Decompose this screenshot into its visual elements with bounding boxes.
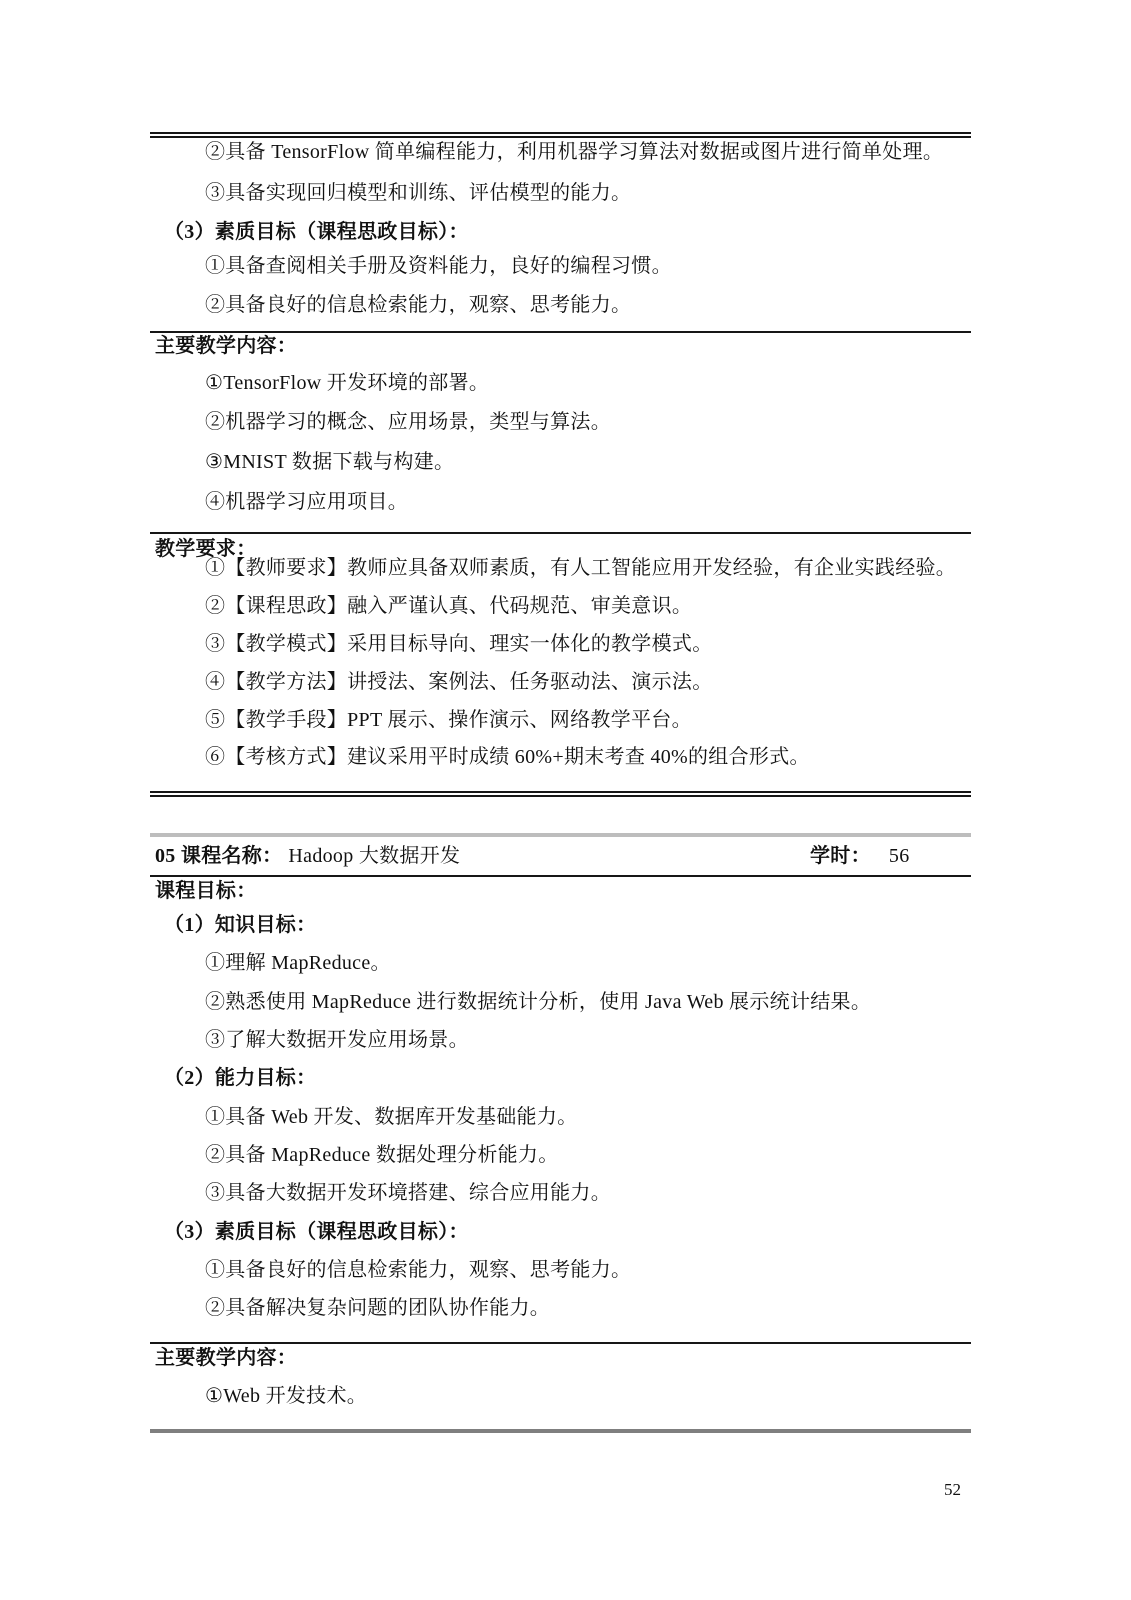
list-item: ④机器学习应用项目。 xyxy=(205,491,408,513)
list-item: ④【教学方法】讲授法、案例法、任务驱动法、演示法。 xyxy=(205,671,713,693)
double-divider-section-end xyxy=(150,791,971,797)
list-item: ①【教师要求】教师应具备双师素质，有人工智能应用开发经验，有企业实践经验。 xyxy=(205,557,957,579)
course-name: Hadoop 大数据开发 xyxy=(288,845,461,867)
course-number-label: 05 课程名称： xyxy=(155,845,283,867)
list-item: ②熟悉使用 MapReduce 进行数据统计分析，使用 Java Web 展示统计结果。 xyxy=(205,991,872,1013)
list-item: ①TensorFlow 开发环境的部署。 xyxy=(205,372,490,394)
list-item: ③【教学模式】采用目标导向、理实一体化的教学模式。 xyxy=(205,633,713,655)
list-item: ③具备实现回归模型和训练、评估模型的能力。 xyxy=(205,182,632,204)
list-item: ①理解 MapReduce。 xyxy=(205,952,391,974)
course-header-top-border xyxy=(150,833,971,837)
list-item: ①具备良好的信息检索能力，观察、思考能力。 xyxy=(205,1259,632,1281)
list-item: ②具备 MapReduce 数据处理分析能力。 xyxy=(205,1144,559,1166)
section-header-quality-goal: （3）素质目标（课程思政目标）： xyxy=(164,1221,469,1243)
hours-value: 56 xyxy=(888,845,910,867)
list-item: ②具备解决复杂问题的团队协作能力。 xyxy=(205,1297,551,1319)
divider xyxy=(150,1342,971,1344)
course-hours xyxy=(810,844,910,868)
section-header-ability-goal: （2）能力目标： xyxy=(164,1067,317,1089)
course-header-row xyxy=(150,844,976,868)
list-item: ⑥【考核方式】建议采用平时成绩 60%+期末考查 40%的组合形式。 xyxy=(205,746,810,768)
divider xyxy=(150,331,971,333)
section-header-teaching-requirements: 教学要求： xyxy=(155,538,257,560)
section-header-quality-goal: （3）素质目标（课程思政目标）： xyxy=(164,221,469,243)
list-item: ①具备 Web 开发、数据库开发基础能力。 xyxy=(205,1106,578,1128)
list-item: ②具备良好的信息检索能力，观察、思考能力。 xyxy=(205,294,632,316)
section-header-knowledge-goal: （1）知识目标： xyxy=(164,914,317,936)
list-item: ⑤【教学手段】PPT 展示、操作演示、网络教学平台。 xyxy=(205,709,692,731)
page-number: 52 xyxy=(944,1480,961,1499)
list-item: ①Web 开发技术。 xyxy=(205,1385,368,1407)
list-item: ②【课程思政】融入严谨认真、代码规范、审美意识。 xyxy=(205,595,693,617)
double-divider-top xyxy=(150,132,971,138)
list-item: ②机器学习的概念、应用场景，类型与算法。 xyxy=(205,411,611,433)
list-item: ③了解大数据开发应用场景。 xyxy=(205,1029,469,1051)
section-header-teaching-content: 主要教学内容： xyxy=(155,1347,298,1369)
section-header-teaching-content: 主要教学内容： xyxy=(155,335,298,357)
hours-label: 学时： xyxy=(810,845,871,867)
list-item: ③具备大数据开发环境搭建、综合应用能力。 xyxy=(205,1182,611,1204)
list-item: ①具备查阅相关手册及资料能力，良好的编程习惯。 xyxy=(205,255,672,277)
list-item: ③MNIST 数据下载与构建。 xyxy=(205,451,455,473)
list-item: ②具备 TensorFlow 简单编程能力，利用机器学习算法对数据或图片进行简单处理。 xyxy=(205,141,944,163)
divider xyxy=(150,532,971,534)
page-bottom-border xyxy=(150,1429,971,1433)
section-header-course-goal: 课程目标： xyxy=(155,880,257,902)
course-header-bottom-border xyxy=(150,875,971,877)
